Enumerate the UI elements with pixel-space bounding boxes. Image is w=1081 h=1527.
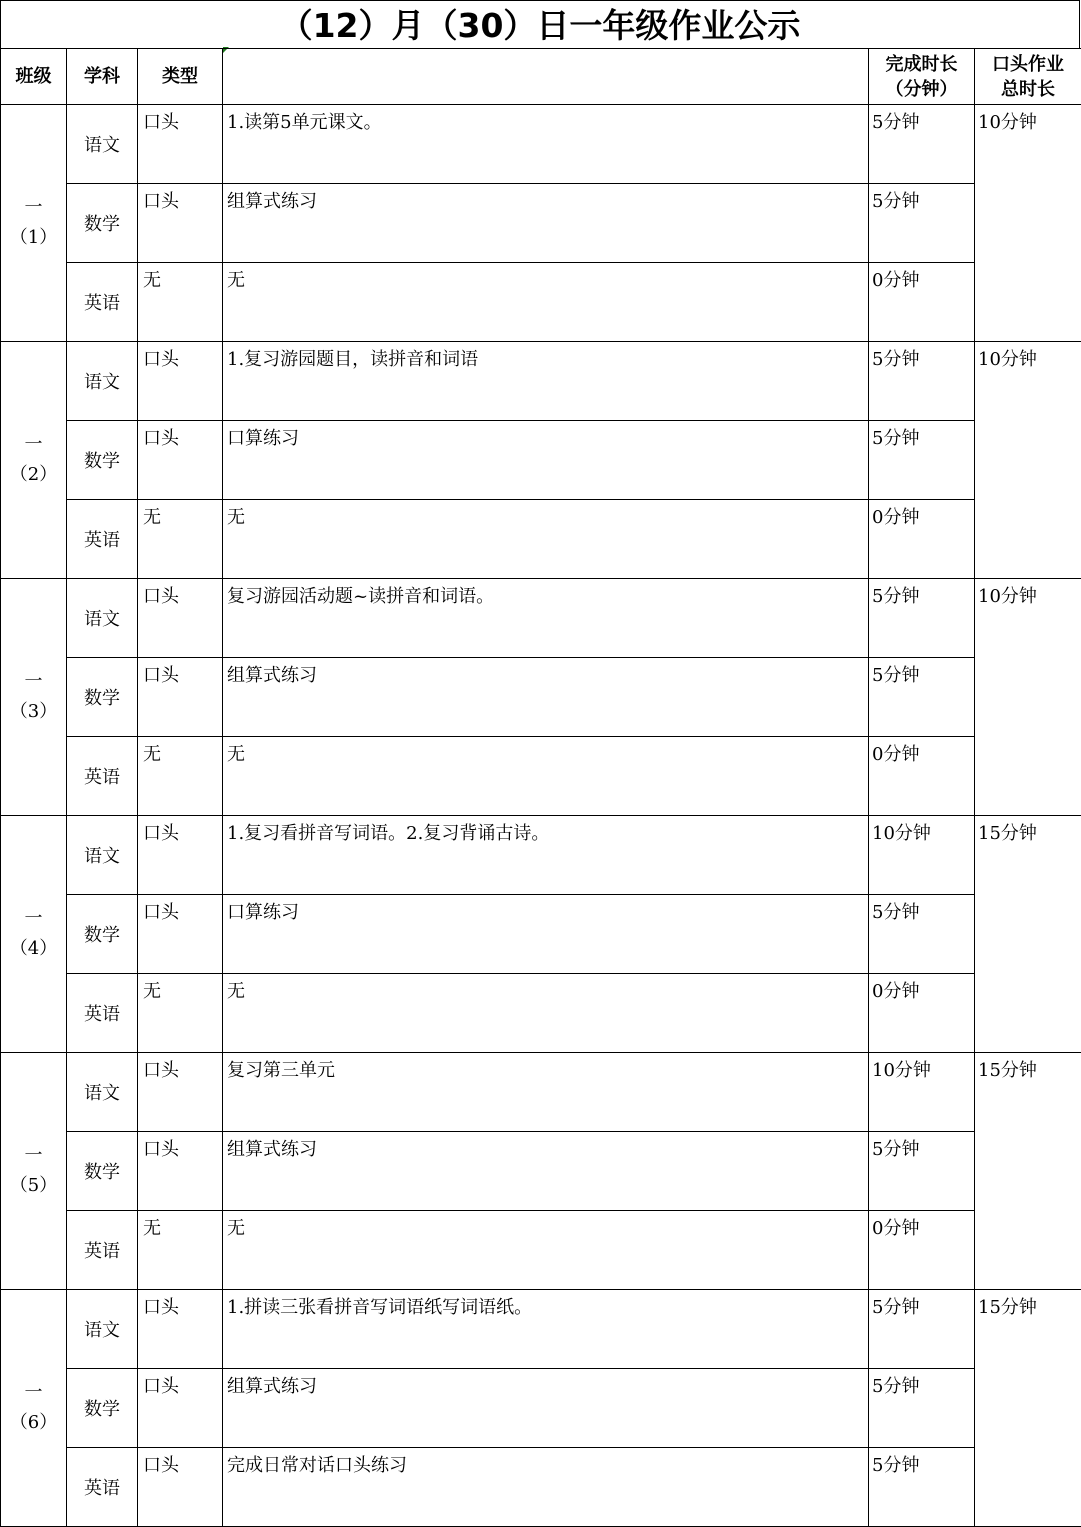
subject-cell bbox=[67, 500, 138, 579]
subject-label: 语文 bbox=[67, 842, 137, 868]
content-cell: 口算练习 bbox=[223, 421, 869, 500]
class-number: （2） bbox=[1, 460, 66, 490]
table-row bbox=[1, 1448, 1081, 1527]
duration-cell: 0分钟 bbox=[869, 263, 975, 342]
subject-label: 语文 bbox=[67, 1079, 137, 1105]
header-duration bbox=[869, 49, 975, 105]
class-name-cell bbox=[1, 579, 67, 816]
duration-cell: 10分钟 bbox=[869, 816, 975, 895]
header-row bbox=[1, 49, 1081, 105]
total-duration-cell: 15分钟 bbox=[975, 1290, 1081, 1527]
content-cell: 1.拼读三张看拼音写词语纸写词语纸。 bbox=[223, 1290, 869, 1369]
type-cell: 口头 bbox=[138, 1290, 223, 1369]
type-cell: 口头 bbox=[138, 816, 223, 895]
header-total bbox=[975, 49, 1081, 105]
header-duration-line1: 完成时长 bbox=[869, 52, 974, 77]
type-cell: 无 bbox=[138, 1211, 223, 1290]
subject-label: 语文 bbox=[67, 605, 137, 631]
content-cell: 无 bbox=[223, 263, 869, 342]
class-number: （5） bbox=[1, 1171, 66, 1201]
subject-cell bbox=[67, 816, 138, 895]
duration-cell: 5分钟 bbox=[869, 658, 975, 737]
subject-cell bbox=[67, 579, 138, 658]
table-row bbox=[1, 500, 1081, 579]
subject-label: 英语 bbox=[67, 1000, 137, 1026]
class-grade: 一 bbox=[1, 193, 66, 223]
total-duration-cell: 10分钟 bbox=[975, 105, 1081, 342]
subject-label: 语文 bbox=[67, 131, 137, 157]
total-duration-cell: 15分钟 bbox=[975, 816, 1081, 1053]
table-row bbox=[1, 1211, 1081, 1290]
duration-cell: 5分钟 bbox=[869, 579, 975, 658]
type-cell: 口头 bbox=[138, 1132, 223, 1211]
header-subject: 学科 bbox=[67, 49, 138, 105]
duration-cell: 5分钟 bbox=[869, 342, 975, 421]
subject-cell bbox=[67, 737, 138, 816]
duration-cell: 0分钟 bbox=[869, 974, 975, 1053]
content-cell: 口算练习 bbox=[223, 895, 869, 974]
class-grade: 一 bbox=[1, 904, 66, 934]
content-cell: 组算式练习 bbox=[223, 184, 869, 263]
total-duration-cell: 10分钟 bbox=[975, 579, 1081, 816]
type-cell: 无 bbox=[138, 263, 223, 342]
class-grade: 一 bbox=[1, 1141, 66, 1171]
subject-label: 语文 bbox=[67, 368, 137, 394]
duration-cell: 5分钟 bbox=[869, 1132, 975, 1211]
content-cell: 复习第三单元 bbox=[223, 1053, 869, 1132]
subject-label: 数学 bbox=[67, 684, 137, 710]
content-cell: 无 bbox=[223, 500, 869, 579]
duration-cell: 10分钟 bbox=[869, 1053, 975, 1132]
page-title: （12）月（30）日一年级作业公示 bbox=[0, 0, 1080, 48]
total-duration-cell: 10分钟 bbox=[975, 342, 1081, 579]
type-cell: 无 bbox=[138, 500, 223, 579]
subject-label: 英语 bbox=[67, 763, 137, 789]
header-content bbox=[223, 49, 869, 105]
type-cell: 口头 bbox=[138, 184, 223, 263]
duration-cell: 5分钟 bbox=[869, 105, 975, 184]
subject-label: 语文 bbox=[67, 1316, 137, 1342]
table-row bbox=[1, 1132, 1081, 1211]
class-number: （4） bbox=[1, 934, 66, 964]
header-duration-line2: （分钟） bbox=[869, 77, 974, 102]
table-row bbox=[1, 1053, 1081, 1132]
class-number: （3） bbox=[1, 697, 66, 727]
class-name-cell bbox=[1, 816, 67, 1053]
header-type: 类型 bbox=[138, 49, 223, 105]
subject-cell bbox=[67, 184, 138, 263]
table-row bbox=[1, 1290, 1081, 1369]
subject-cell bbox=[67, 421, 138, 500]
subject-label: 英语 bbox=[67, 526, 137, 552]
table-row bbox=[1, 737, 1081, 816]
type-cell: 无 bbox=[138, 974, 223, 1053]
type-cell: 口头 bbox=[138, 658, 223, 737]
table-body bbox=[1, 105, 1081, 1527]
content-cell: 完成日常对话口头练习 bbox=[223, 1448, 869, 1527]
table-row bbox=[1, 658, 1081, 737]
class-grade: 一 bbox=[1, 430, 66, 460]
type-cell: 口头 bbox=[138, 421, 223, 500]
subject-cell bbox=[67, 105, 138, 184]
type-cell: 口头 bbox=[138, 342, 223, 421]
content-cell: 无 bbox=[223, 1211, 869, 1290]
header-total-line1: 口头作业 bbox=[975, 52, 1081, 77]
duration-cell: 5分钟 bbox=[869, 895, 975, 974]
table-row bbox=[1, 263, 1081, 342]
total-duration-cell: 15分钟 bbox=[975, 1053, 1081, 1290]
duration-cell: 5分钟 bbox=[869, 421, 975, 500]
type-cell: 口头 bbox=[138, 895, 223, 974]
subject-label: 数学 bbox=[67, 210, 137, 236]
type-cell: 口头 bbox=[138, 1053, 223, 1132]
type-cell: 口头 bbox=[138, 579, 223, 658]
class-grade: 一 bbox=[1, 1378, 66, 1408]
subject-cell bbox=[67, 1369, 138, 1448]
subject-label: 数学 bbox=[67, 921, 137, 947]
subject-cell bbox=[67, 263, 138, 342]
subject-label: 英语 bbox=[67, 289, 137, 315]
duration-cell: 5分钟 bbox=[869, 1448, 975, 1527]
type-cell: 口头 bbox=[138, 1448, 223, 1527]
table-row bbox=[1, 579, 1081, 658]
content-cell: 组算式练习 bbox=[223, 658, 869, 737]
class-name-cell bbox=[1, 342, 67, 579]
class-number: （6） bbox=[1, 1408, 66, 1438]
content-cell: 1.读第5单元课文。 bbox=[223, 105, 869, 184]
subject-cell bbox=[67, 1290, 138, 1369]
subject-cell bbox=[67, 1211, 138, 1290]
content-cell: 组算式练习 bbox=[223, 1132, 869, 1211]
table-row bbox=[1, 816, 1081, 895]
subject-label: 英语 bbox=[67, 1237, 137, 1263]
subject-cell bbox=[67, 974, 138, 1053]
content-cell: 组算式练习 bbox=[223, 1369, 869, 1448]
header-class: 班级 bbox=[1, 49, 67, 105]
duration-cell: 0分钟 bbox=[869, 1211, 975, 1290]
type-cell: 无 bbox=[138, 737, 223, 816]
homework-table bbox=[0, 48, 1081, 1527]
subject-cell bbox=[67, 1053, 138, 1132]
table-row bbox=[1, 184, 1081, 263]
duration-cell: 0分钟 bbox=[869, 500, 975, 579]
class-name-cell bbox=[1, 105, 67, 342]
subject-label: 数学 bbox=[67, 1158, 137, 1184]
table-row bbox=[1, 342, 1081, 421]
subject-label: 数学 bbox=[67, 447, 137, 473]
duration-cell: 5分钟 bbox=[869, 1290, 975, 1369]
table-row bbox=[1, 1369, 1081, 1448]
class-grade: 一 bbox=[1, 667, 66, 697]
header-total-line2: 总时长 bbox=[975, 77, 1081, 102]
subject-label: 数学 bbox=[67, 1395, 137, 1421]
subject-cell bbox=[67, 1448, 138, 1527]
subject-label: 英语 bbox=[67, 1474, 137, 1500]
table-row bbox=[1, 105, 1081, 184]
subject-cell bbox=[67, 658, 138, 737]
type-cell: 口头 bbox=[138, 1369, 223, 1448]
type-cell: 口头 bbox=[138, 105, 223, 184]
class-number: （1） bbox=[1, 223, 66, 253]
table-row bbox=[1, 974, 1081, 1053]
subject-cell bbox=[67, 1132, 138, 1211]
duration-cell: 5分钟 bbox=[869, 184, 975, 263]
table-row bbox=[1, 895, 1081, 974]
class-name-cell bbox=[1, 1053, 67, 1290]
content-cell: 无 bbox=[223, 737, 869, 816]
duration-cell: 0分钟 bbox=[869, 737, 975, 816]
content-cell: 无 bbox=[223, 974, 869, 1053]
duration-cell: 5分钟 bbox=[869, 1369, 975, 1448]
content-cell: 1.复习看拼音写词语。2.复习背诵古诗。 bbox=[223, 816, 869, 895]
table-row bbox=[1, 421, 1081, 500]
class-name-cell bbox=[1, 1290, 67, 1527]
subject-cell bbox=[67, 895, 138, 974]
content-cell: 1.复习游园题目，读拼音和词语 bbox=[223, 342, 869, 421]
subject-cell bbox=[67, 342, 138, 421]
content-cell: 复习游园活动题~读拼音和词语。 bbox=[223, 579, 869, 658]
